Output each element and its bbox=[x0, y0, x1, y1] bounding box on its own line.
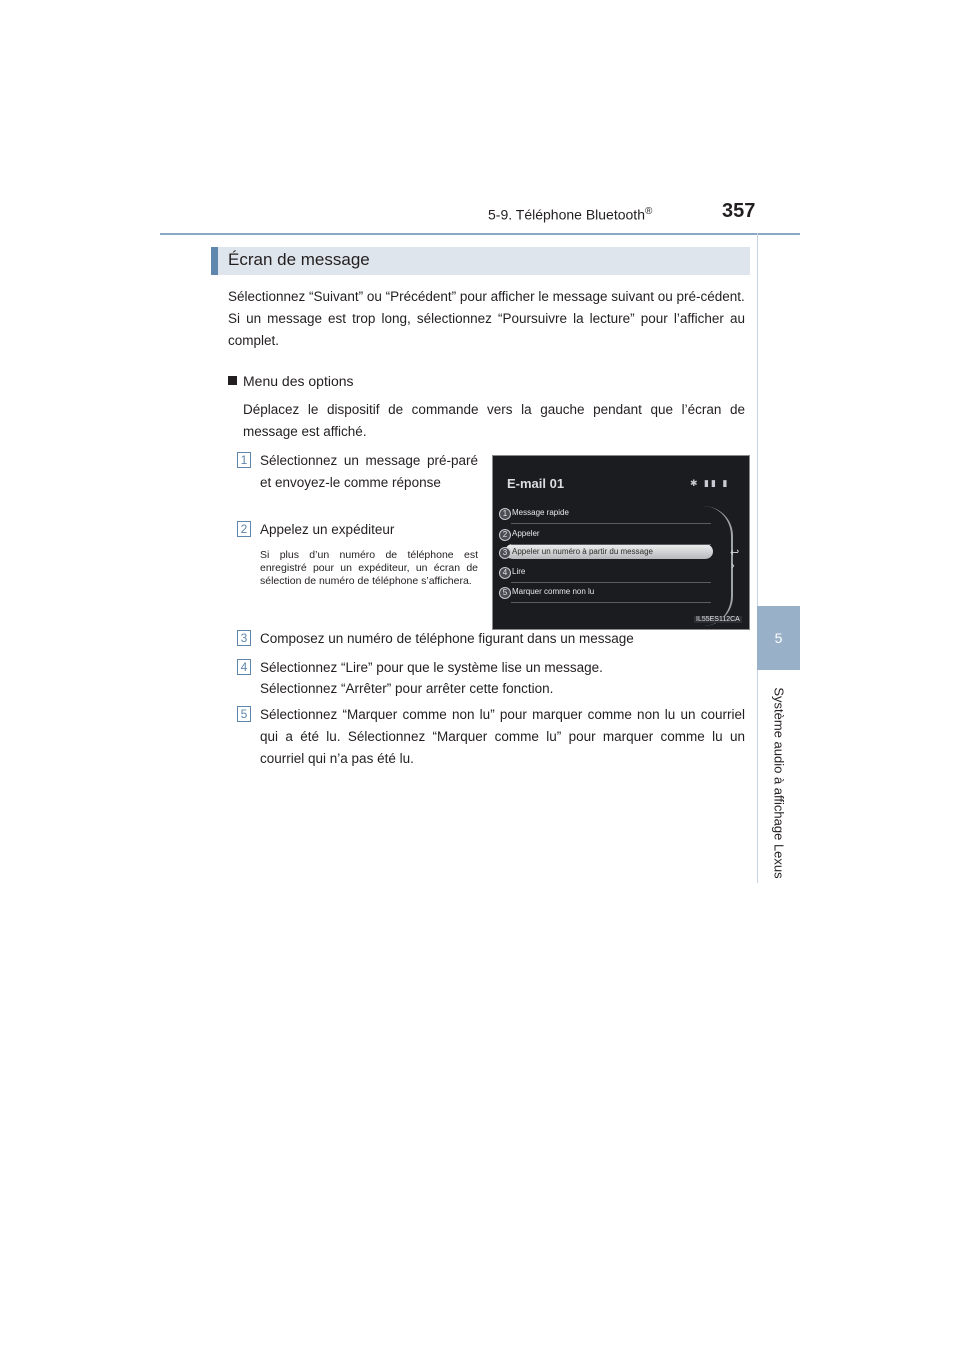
chapter-number: 5 bbox=[774, 630, 783, 646]
menu-number-5: 5 bbox=[499, 587, 511, 599]
item-text-2: Appelez un expéditeur bbox=[260, 522, 395, 537]
bluetooth-signal-battery-icon: ✱ ▮▮ ▮ bbox=[690, 478, 730, 488]
intro-text bbox=[228, 286, 745, 352]
item-number-4: 4 bbox=[237, 659, 251, 675]
item-number-3: 3 bbox=[237, 630, 251, 646]
square-bullet-icon bbox=[228, 376, 237, 385]
side-rule bbox=[757, 233, 758, 883]
header-rule bbox=[160, 233, 800, 235]
menu-label: Appeler un numéro à partir du message bbox=[512, 547, 653, 556]
registered-mark: ® bbox=[644, 206, 653, 217]
screen-menu-item-selected[interactable] bbox=[499, 545, 704, 565]
options-heading: Menu des options bbox=[228, 373, 354, 389]
item-text-1: Sélectionnez un message pré-paré et envoyez-le comme réponse bbox=[260, 453, 478, 490]
options-body: Déplacez le dispositif de commande vers la gauche pendant que l’écran de message est affiché. bbox=[243, 402, 745, 439]
section-title: Écran de message bbox=[228, 250, 370, 269]
section-title-bar bbox=[211, 247, 750, 275]
figure-code: IL55ES112CA bbox=[696, 616, 740, 623]
page-number: 357 bbox=[722, 200, 756, 222]
selector-curve bbox=[703, 506, 733, 626]
menu-label: Lire bbox=[512, 567, 526, 576]
screen-title: E-mail 01 bbox=[507, 476, 565, 491]
screen-menu-item[interactable] bbox=[499, 585, 704, 605]
menu-label: Appeler bbox=[512, 529, 540, 538]
menu-label: Message rapide bbox=[512, 508, 569, 517]
item-number-5: 5 bbox=[237, 706, 251, 722]
menu-number-4: 4 bbox=[499, 567, 511, 579]
item-number-2: 2 bbox=[237, 521, 251, 537]
chapter-tab bbox=[757, 606, 800, 670]
menu-label: Marquer comme non lu bbox=[512, 587, 595, 596]
item-text-5: Sélectionnez “Marquer comme non lu” pour marquer comme non lu un courriel qui a été lu. Sélectionnez “Marquer comme lu” pour marquer comme lu un courriel qui n’a pas été lu. bbox=[260, 707, 745, 766]
item-text-4b: Sélectionnez “Arrêter” pour arrêter cette fonction. bbox=[260, 681, 554, 696]
chevron-right-icon[interactable]: › bbox=[731, 560, 735, 572]
intro-paragraph: Si un message est trop long, sélectionnez “Poursuivre la lecture” pour l’afficher au complet. bbox=[228, 311, 745, 348]
menu-number-3: 3 bbox=[499, 547, 511, 559]
item-note-2: Si plus d’un numéro de téléphone est enregistré pour un expéditeur, un écran de sélection de numéro de téléphone s’affichera. bbox=[260, 549, 478, 587]
item-text-3: Composez un numéro de téléphone figurant dans un message bbox=[260, 631, 634, 646]
display-screenshot bbox=[492, 455, 750, 630]
menu-number-2: 2 bbox=[499, 529, 511, 541]
intro-paragraph: Sélectionnez “Suivant” ou “Précédent” pour afficher le message suivant ou pré-cédent. bbox=[228, 289, 745, 304]
item-number-1: 1 bbox=[237, 452, 251, 468]
menu-divider bbox=[511, 602, 711, 603]
item-text-4: Sélectionnez “Lire” pour que le système lise un message. bbox=[260, 660, 603, 675]
menu-divider bbox=[511, 582, 711, 583]
screen-menu-item[interactable] bbox=[499, 565, 704, 585]
menu-divider bbox=[511, 523, 711, 524]
screen-menu-item[interactable] bbox=[499, 506, 704, 526]
chapter-label: Système audio à affichage Lexus bbox=[771, 686, 787, 879]
running-header: 5-9. Téléphone Bluetooth® bbox=[488, 206, 653, 223]
menu-number-1: 1 bbox=[499, 508, 511, 520]
back-icon[interactable]: ↩ bbox=[730, 547, 740, 559]
screen-menu-item[interactable] bbox=[499, 527, 704, 547]
